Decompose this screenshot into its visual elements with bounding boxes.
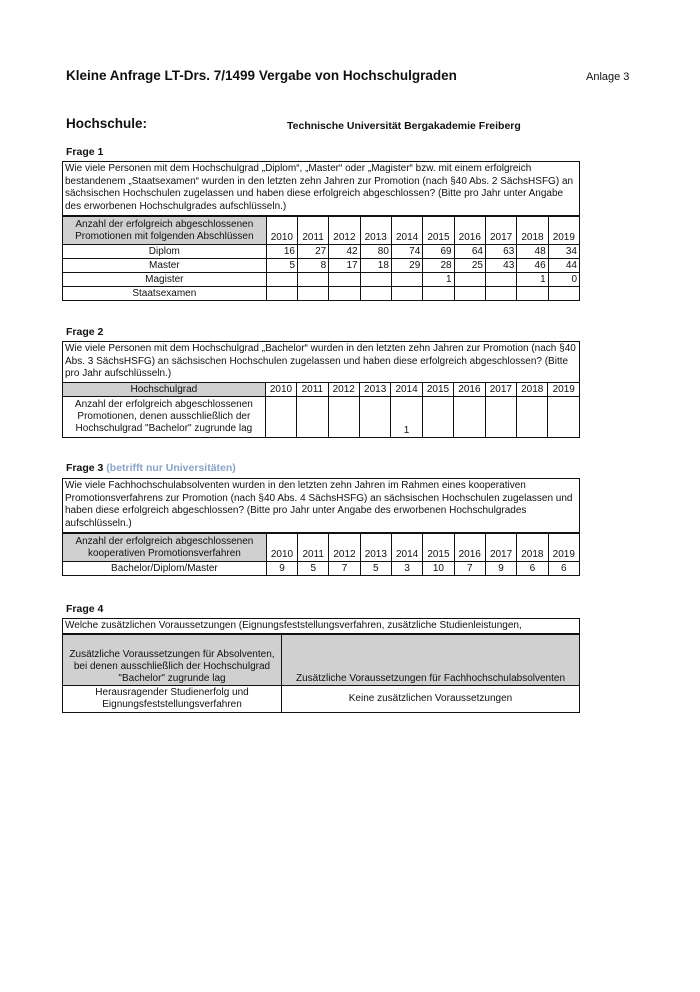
value-cell: 5: [298, 562, 329, 576]
year-cell: 2013: [360, 217, 391, 245]
hochschule-label: Hochschule:: [66, 116, 148, 131]
value-cell: [517, 287, 548, 301]
frage3-table: [62, 533, 580, 576]
row-label: Magister: [63, 273, 267, 287]
frage2-table-header: Hochschulgrad: [63, 383, 266, 397]
frage3-label: Frage 3: [66, 462, 104, 474]
value-cell: [422, 397, 453, 438]
value-cell: [266, 287, 297, 301]
frage4-label: Frage 4: [66, 603, 104, 615]
value-cell: 7: [329, 562, 360, 576]
value-cell: 25: [454, 259, 485, 273]
row-label: Anzahl der erfolgreich abgeschlossenen Promotionen, denen ausschließlich der Hochschulgrad "Bachelor" zugrunde lag: [63, 397, 266, 438]
value-cell: 1: [517, 273, 548, 287]
value-cell: [360, 273, 391, 287]
value-cell: [548, 287, 579, 301]
frage3-table-header: Anzahl der erfolgreich abgeschlossenen kooperativen Promotionsverfahren: [63, 534, 267, 562]
table-row: [63, 562, 580, 576]
hochschule-name: Technische Universität Bergakademie Freiberg: [287, 120, 521, 132]
frage3-question: Wie viele Fachhochschulabsolventen wurden in den letzten zehn Jahren im Rahmen eines kooperativen Promotionsverfahrens zur Promotion (nach §40 Abs. 4 SächsHSFG) an sächsischen Hochschulen zugelassen und haben diese erfolgreich abgeschlossen? (Bitte pro Jahr unter Angabe des erworbenen Hochschulgrades aufschlüsseln.): [62, 478, 580, 533]
value-cell: 3: [391, 562, 422, 576]
year-cell: 2013: [359, 383, 390, 397]
frage1-label: Frage 1: [66, 146, 104, 158]
row-label: Diplom: [63, 245, 267, 259]
value-cell: [391, 273, 422, 287]
value-cell: [265, 397, 296, 438]
value-cell: 6: [517, 562, 548, 576]
value-cell: [329, 273, 360, 287]
value-cell: [485, 273, 516, 287]
value-cell: 7: [454, 562, 485, 576]
value-cell: 34: [548, 245, 579, 259]
value-cell: [360, 287, 391, 301]
value-cell: 17: [329, 259, 360, 273]
value-cell: 48: [517, 245, 548, 259]
frage1-table: [62, 216, 580, 301]
year-cell: 2016: [454, 383, 485, 397]
frage3-label-group: [66, 462, 236, 474]
year-cell: 2018: [517, 217, 548, 245]
value-cell: 64: [454, 245, 485, 259]
row-label: Staatsexamen: [63, 287, 267, 301]
value-cell: [454, 397, 485, 438]
value-cell: 8: [298, 259, 329, 273]
year-cell: 2012: [328, 383, 359, 397]
year-cell: 2016: [454, 217, 485, 245]
row-label: Master: [63, 259, 267, 273]
value-cell: [266, 273, 297, 287]
frage3-note: (betrifft nur Universitäten): [106, 462, 236, 474]
year-cell: 2012: [329, 217, 360, 245]
value-cell: 44: [548, 259, 579, 273]
year-cell: 2010: [266, 217, 297, 245]
year-cell: 2015: [423, 534, 454, 562]
value-cell: [517, 397, 548, 438]
frage4-header-row: [63, 635, 580, 686]
value-cell: 74: [391, 245, 422, 259]
value-cell: [485, 287, 516, 301]
row-label: Bachelor/Diplom/Master: [63, 562, 267, 576]
year-cell: 2014: [391, 534, 422, 562]
year-cell: 2014: [391, 383, 422, 397]
value-cell: 29: [391, 259, 422, 273]
value-cell: [391, 287, 422, 301]
value-cell: 27: [298, 245, 329, 259]
value-cell: [423, 287, 454, 301]
year-cell: 2011: [298, 534, 329, 562]
frage4-table: [62, 634, 580, 713]
value-cell: 43: [485, 259, 516, 273]
year-cell: 2019: [548, 534, 579, 562]
frage2-label: Frage 2: [66, 326, 104, 338]
frage4-col1-value: Herausragender Studienerfolg und Eignungsfeststellungsverfahren: [63, 686, 282, 713]
table-row: [63, 287, 580, 301]
year-cell: 2019: [548, 217, 579, 245]
year-cell: 2017: [485, 217, 516, 245]
table-row: [63, 245, 580, 259]
value-cell: [329, 287, 360, 301]
year-cell: 2019: [548, 383, 580, 397]
value-cell: [548, 397, 580, 438]
value-cell: [454, 287, 485, 301]
frage2-header-row: [63, 383, 580, 397]
frage4-col2-value: Keine zusätzlichen Voraussetzungen: [282, 686, 580, 713]
value-cell: 80: [360, 245, 391, 259]
year-cell: 2015: [423, 217, 454, 245]
value-cell: 9: [485, 562, 516, 576]
table-row: [63, 686, 580, 713]
value-cell: 18: [360, 259, 391, 273]
value-cell: 5: [266, 259, 297, 273]
value-cell: 5: [360, 562, 391, 576]
frage1-header-row: [63, 217, 580, 245]
value-cell: [485, 397, 516, 438]
table-row: [63, 259, 580, 273]
year-cell: 2011: [298, 217, 329, 245]
table-row: [63, 397, 580, 438]
year-cell: 2018: [517, 534, 548, 562]
value-cell: 46: [517, 259, 548, 273]
value-cell: 16: [266, 245, 297, 259]
frage1-question: Wie viele Personen mit dem Hochschulgrad „Diplom“, „Master“ oder „Magister“ bzw. mit einem erfolgreich bestandenem „Staatsexamen“ wurden in den letzten zehn Jahren zur Promotion (nach §40 Abs. 2 SächsHSFG) an sächsischen Hochschulen zugelassen und haben diese erfolgreich abgeschlossen? (Bitte pro Jahr unter Angabe des erworbenen Hochschulgrades aufschlüsseln.): [62, 161, 580, 216]
value-cell: 9: [266, 562, 297, 576]
year-cell: 2016: [454, 534, 485, 562]
anlage-label: Anlage 3: [586, 71, 630, 83]
value-cell: [297, 397, 328, 438]
value-cell: 0: [548, 273, 579, 287]
year-cell: 2010: [265, 383, 296, 397]
value-cell: [298, 287, 329, 301]
year-cell: 2018: [517, 383, 548, 397]
value-cell: 28: [423, 259, 454, 273]
frage2-question: Wie viele Personen mit dem Hochschulgrad „Bachelor“ wurden in den letzten zehn Jahren zur Promotion (nach §40 Abs. 3 SächsHSFG) an sächsischen Hochschulen zugelassen und haben diese erfolgreich abgeschlossen? (Bitte pro Jahr aufschlüsseln.): [62, 341, 580, 383]
year-cell: 2012: [329, 534, 360, 562]
value-cell: [298, 273, 329, 287]
frage3-header-row: [63, 534, 580, 562]
frage2-table: [62, 382, 580, 438]
year-cell: 2017: [485, 534, 516, 562]
value-cell: 63: [485, 245, 516, 259]
frage4-col2-header: Zusätzliche Voraussetzungen für Fachhochschulabsolventen: [282, 635, 580, 686]
year-cell: 2010: [266, 534, 297, 562]
value-cell: [359, 397, 390, 438]
document-title: Kleine Anfrage LT-Drs. 7/1499 Vergabe von Hochschulgraden: [66, 68, 457, 83]
value-cell: 69: [423, 245, 454, 259]
year-cell: 2011: [297, 383, 328, 397]
year-cell: 2017: [485, 383, 516, 397]
year-cell: 2015: [422, 383, 453, 397]
year-cell: 2014: [391, 217, 422, 245]
frage4-question: Welche zusätzlichen Voraussetzungen (Eignungsfeststellungsverfahren, zusätzliche Studienleistungen,: [62, 618, 580, 634]
table-row: [63, 273, 580, 287]
value-cell: 42: [329, 245, 360, 259]
value-cell: 10: [423, 562, 454, 576]
year-cell: 2013: [360, 534, 391, 562]
value-cell: 6: [548, 562, 579, 576]
frage4-col1-header: Zusätzliche Voraussetzungen für Absolventen, bei denen ausschließlich der Hochschulgrad "Bachelor" zugrunde lag: [63, 635, 282, 686]
value-cell: 1: [391, 397, 422, 438]
value-cell: 1: [423, 273, 454, 287]
value-cell: [454, 273, 485, 287]
frage1-table-header: Anzahl der erfolgreich abgeschlossenen Promotionen mit folgenden Abschlüssen: [63, 217, 267, 245]
value-cell: [328, 397, 359, 438]
